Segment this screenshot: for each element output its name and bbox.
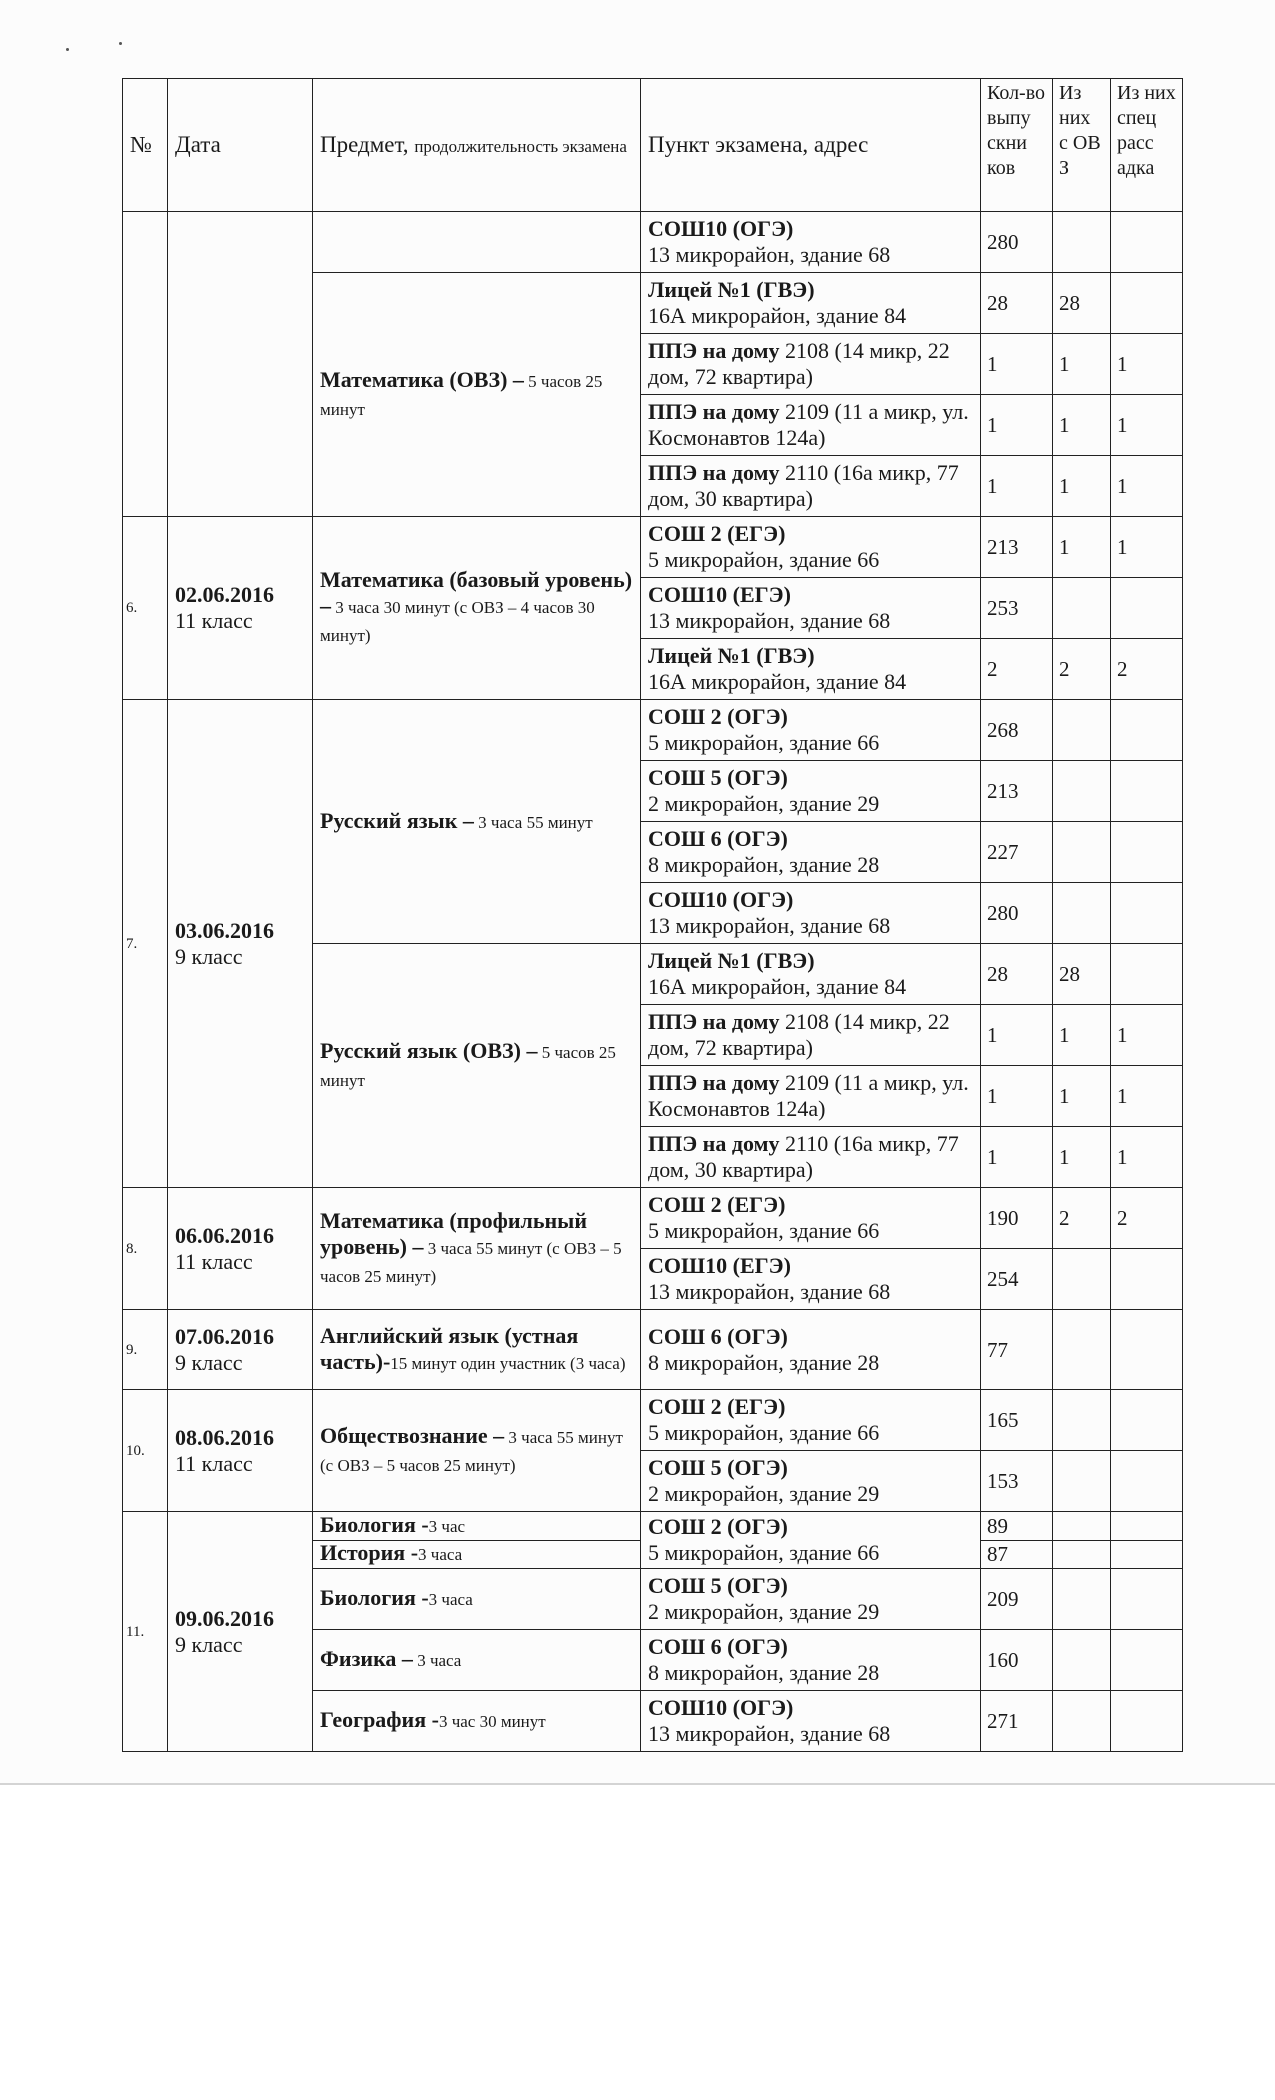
place-cell: [641, 1005, 981, 1066]
exam-class: 11 класс: [175, 608, 253, 633]
subject-title: Математика (профильный уровень) –: [320, 1207, 587, 1259]
special-count: 1: [1111, 456, 1183, 517]
ovz-count: 2: [1053, 639, 1111, 700]
place-cell: [641, 456, 981, 517]
special-count: 1: [1111, 1066, 1183, 1127]
date-cell: [168, 212, 313, 517]
ovz-count: 1: [1053, 1127, 1111, 1188]
place-cell: [641, 1390, 981, 1451]
subject-title: Биология -: [320, 1585, 429, 1610]
place-name: СОШ 2 (ОГЭ): [648, 704, 788, 729]
special-count: [1111, 1540, 1183, 1569]
place-cell: [641, 1188, 981, 1249]
place-name: ППЭ на дому: [648, 1009, 780, 1034]
place-name: СОШ 2 (ЕГЭ): [648, 521, 786, 546]
place-name: СОШ10 (ОГЭ): [648, 216, 794, 241]
place-cell: [641, 1630, 981, 1691]
header-subject-small: продолжительность экзамена: [414, 137, 627, 156]
ovz-count: [1053, 822, 1111, 883]
subject-duration: 15 минут один участник (3 часа): [390, 1353, 626, 1373]
subject-title: Английский язык (устная часть)-: [320, 1322, 579, 1374]
subject-duration: 3 час 30 минут: [438, 1712, 546, 1731]
place-cell: [641, 1249, 981, 1310]
ovz-count: 1: [1053, 395, 1111, 456]
graduates-count: 89: [981, 1512, 1053, 1541]
place-cell: [641, 1451, 981, 1512]
place-cell: [641, 944, 981, 1005]
date-cell: [168, 1390, 313, 1512]
table-row: [123, 1390, 1183, 1451]
place-cell: [641, 883, 981, 944]
place-cell: [641, 395, 981, 456]
subject-duration: 3 часа 55 минут (с ОВЗ – 5 часов 25 минут): [320, 1238, 622, 1286]
place-address: 13 микрорайон, здание 68: [648, 608, 891, 633]
graduates-count: 1: [981, 395, 1053, 456]
place-address: 16А микрорайон, здание 84: [648, 303, 907, 328]
header-special: Из них спец расс адка: [1111, 79, 1183, 212]
table-row: [123, 1188, 1183, 1249]
special-count: [1111, 1569, 1183, 1630]
special-count: [1111, 1630, 1183, 1691]
place-cell: [641, 1691, 981, 1752]
place-address: 2110 (16а микр, 77 дом, 30 квартира): [648, 1131, 959, 1182]
place-address: 13 микрорайон, здание 68: [648, 913, 891, 938]
graduates-count: 213: [981, 517, 1053, 578]
place-cell: [641, 1066, 981, 1127]
place-name: СОШ10 (ОГЭ): [648, 887, 794, 912]
subject-title: Математика (ОВЗ) –: [320, 366, 524, 392]
header-num: №: [123, 79, 168, 212]
header-subject: [313, 79, 641, 212]
place-cell: [641, 1310, 981, 1390]
exam-date: 08.06.2016: [175, 1424, 274, 1450]
ovz-count: [1053, 1512, 1111, 1541]
ovz-count: [1053, 1390, 1111, 1451]
ovz-count: [1053, 578, 1111, 639]
special-count: 1: [1111, 517, 1183, 578]
ovz-count: 1: [1053, 334, 1111, 395]
place-cell: [641, 1512, 981, 1569]
special-count: [1111, 1390, 1183, 1451]
subject-duration: 3 часа: [418, 1545, 463, 1565]
graduates-count: 190: [981, 1188, 1053, 1249]
subject-cell: [313, 1512, 641, 1541]
exam-schedule-table: [122, 78, 1183, 1752]
place-address: 13 микрорайон, здание 68: [648, 1279, 891, 1304]
row-num-cell: 7.: [123, 700, 168, 1188]
ovz-count: 1: [1053, 517, 1111, 578]
subject-title: История -: [320, 1540, 419, 1566]
special-count: [1111, 578, 1183, 639]
header-subject-main: Предмет,: [320, 132, 409, 157]
place-name: СОШ 2 (ЕГЭ): [648, 1394, 786, 1419]
special-count: [1111, 1691, 1183, 1752]
table-row: [123, 517, 1183, 578]
ovz-count: 1: [1053, 1005, 1111, 1066]
graduates-count: 87: [981, 1540, 1053, 1569]
date-cell: [168, 1188, 313, 1310]
place-name: ППЭ на дому: [648, 399, 780, 424]
ovz-count: [1053, 1540, 1111, 1569]
place-address: 13 микрорайон, здание 68: [648, 1721, 891, 1746]
subject-duration: 3 часа: [412, 1651, 462, 1670]
place-address: 8 микрорайон, здание 28: [648, 1660, 880, 1685]
exam-date: 09.06.2016: [175, 1605, 274, 1631]
subject-cell: [313, 1310, 641, 1390]
subject-title: Математика (базовый уровень) –: [320, 567, 633, 618]
date-cell: [168, 517, 313, 700]
ovz-count: [1053, 1569, 1111, 1630]
table-row: [123, 212, 1183, 273]
place-address: 2109 (11 а микр, ул. Космонавтов 124а): [648, 1070, 969, 1121]
special-count: [1111, 1249, 1183, 1310]
place-name: СОШ 5 (ОГЭ): [648, 765, 788, 790]
date-cell: [168, 700, 313, 1188]
exam-class: 9 класс: [175, 1631, 243, 1657]
place-name: Лицей №1 (ГВЭ): [648, 643, 815, 668]
subject-duration: 3 часа 30 минут (с ОВЗ – 4 часов 30 минут): [320, 598, 595, 645]
place-address: 2110 (16а микр, 77 дом, 30 квартира): [648, 460, 959, 511]
subject-cell: [313, 1540, 641, 1569]
subject-duration: 5 часов 25 минут: [320, 1042, 616, 1090]
place-cell: [641, 1569, 981, 1630]
special-count: [1111, 822, 1183, 883]
special-count: [1111, 1451, 1183, 1512]
graduates-count: 254: [981, 1249, 1053, 1310]
scan-speck: [66, 48, 69, 51]
special-count: [1111, 944, 1183, 1005]
subject-title: Обществознание –: [320, 1422, 505, 1448]
place-address: 2 микрорайон, здание 29: [648, 1599, 880, 1624]
place-cell: [641, 517, 981, 578]
graduates-count: 268: [981, 700, 1053, 761]
subject-duration: 3 часа 55 минут (с ОВЗ – 5 часов 25 минут): [320, 1427, 623, 1475]
graduates-count: 280: [981, 883, 1053, 944]
ovz-count: 28: [1053, 944, 1111, 1005]
place-address: 8 микрорайон, здание 28: [648, 1349, 880, 1375]
graduates-count: 1: [981, 1005, 1053, 1066]
place-address: 2109 (11 а микр, ул. Космонавтов 124а): [648, 399, 969, 450]
graduates-count: 1: [981, 456, 1053, 517]
header-graduates: Кол-во выпу скни ков: [981, 79, 1053, 212]
place-address: 2108 (14 микр, 22 дом, 72 квартира): [648, 338, 950, 389]
subject-cell: [313, 944, 641, 1188]
ovz-count: [1053, 1630, 1111, 1691]
place-name: СОШ 5 (ОГЭ): [648, 1455, 788, 1480]
graduates-count: 153: [981, 1451, 1053, 1512]
table-row: [123, 1512, 1183, 1541]
date-cell: [168, 1512, 313, 1752]
subject-cell-empty: [313, 212, 641, 273]
ovz-count: [1053, 1451, 1111, 1512]
special-count: [1111, 212, 1183, 273]
subject-cell: [313, 1630, 641, 1691]
special-count: 1: [1111, 334, 1183, 395]
special-count: [1111, 700, 1183, 761]
subject-duration: 3 часа: [428, 1590, 473, 1609]
place-name: СОШ 2 (ОГЭ): [648, 1514, 788, 1539]
row-num-cell: 8.: [123, 1188, 168, 1310]
place-address: 5 микрорайон, здание 66: [648, 1218, 880, 1243]
ovz-count: 1: [1053, 456, 1111, 517]
table-row: [123, 1310, 1183, 1390]
subject-cell: [313, 517, 641, 700]
place-name: СОШ10 (ЕГЭ): [648, 582, 791, 607]
place-address: 2 микрорайон, здание 29: [648, 791, 880, 816]
graduates-count: 280: [981, 212, 1053, 273]
place-cell: [641, 273, 981, 334]
header-ovz: Из них с ОВ З: [1053, 79, 1111, 212]
graduates-count: 1: [981, 334, 1053, 395]
special-count: 2: [1111, 1188, 1183, 1249]
place-cell: [641, 639, 981, 700]
special-count: 1: [1111, 1005, 1183, 1066]
place-cell: [641, 212, 981, 273]
ovz-count: [1053, 883, 1111, 944]
ovz-count: 1: [1053, 1066, 1111, 1127]
place-address: 16А микрорайон, здание 84: [648, 669, 907, 694]
header-date: Дата: [168, 79, 313, 212]
place-address: 16А микрорайон, здание 84: [648, 974, 907, 999]
subject-duration: 3 часа 55 минут: [473, 812, 593, 832]
graduates-count: 253: [981, 578, 1053, 639]
place-cell: [641, 700, 981, 761]
place-name: СОШ 6 (ОГЭ): [648, 1634, 788, 1659]
exam-class: 9 класс: [175, 943, 243, 969]
place-cell: [641, 822, 981, 883]
date-cell: [168, 1310, 313, 1390]
place-cell: [641, 1127, 981, 1188]
place-name: СОШ 6 (ОГЭ): [648, 826, 788, 851]
place-address: 2108 (14 микр, 22 дом, 72 квартира): [648, 1009, 950, 1060]
row-num-cell: 9.: [123, 1310, 168, 1390]
place-address: 5 микрорайон, здание 66: [648, 1540, 880, 1565]
subject-cell: [313, 1390, 641, 1512]
header-place: Пункт экзамена, адрес: [641, 79, 981, 212]
graduates-count: 213: [981, 761, 1053, 822]
subject-cell: [313, 1188, 641, 1310]
graduates-count: 28: [981, 944, 1053, 1005]
exam-class: 11 класс: [175, 1248, 253, 1274]
row-num-cell: 10.: [123, 1390, 168, 1512]
place-address: 5 микрорайон, здание 66: [648, 1420, 880, 1445]
subject-cell: [313, 1569, 641, 1630]
subject-title: Физика –: [320, 1646, 413, 1671]
place-name: СОШ 6 (ОГЭ): [648, 1323, 788, 1349]
subject-title: Биология -: [320, 1511, 429, 1537]
place-address: 5 микрорайон, здание 66: [648, 547, 880, 572]
graduates-count: 1: [981, 1066, 1053, 1127]
table-header-row: [123, 79, 1183, 212]
subject-cell: [313, 700, 641, 944]
place-name: СОШ 5 (ОГЭ): [648, 1573, 788, 1598]
subject-duration: 5 часов 25 минут: [320, 371, 603, 419]
place-cell: [641, 761, 981, 822]
place-name: СОШ10 (ОГЭ): [648, 1695, 794, 1720]
graduates-count: 2: [981, 639, 1053, 700]
special-count: [1111, 1310, 1183, 1390]
table-row: [123, 700, 1183, 761]
ovz-count: [1053, 1691, 1111, 1752]
row-num-cell: [123, 212, 168, 517]
ovz-count: 2: [1053, 1188, 1111, 1249]
graduates-count: 1: [981, 1127, 1053, 1188]
row-num-cell: 6.: [123, 517, 168, 700]
exam-date: 02.06.2016: [175, 582, 274, 607]
graduates-count: 165: [981, 1390, 1053, 1451]
ovz-count: [1053, 761, 1111, 822]
subject-title: Русский язык –: [320, 807, 474, 833]
special-count: 1: [1111, 395, 1183, 456]
subject-title: Русский язык (ОВЗ) –: [320, 1037, 538, 1063]
place-address: 13 микрорайон, здание 68: [648, 242, 891, 267]
place-name: ППЭ на дому: [648, 338, 780, 363]
subject-cell: [313, 1691, 641, 1752]
place-cell: [641, 578, 981, 639]
graduates-count: 160: [981, 1630, 1053, 1691]
special-count: [1111, 761, 1183, 822]
place-cell: [641, 334, 981, 395]
place-name: ППЭ на дому: [648, 1070, 780, 1095]
place-name: ППЭ на дому: [648, 460, 780, 485]
special-count: [1111, 883, 1183, 944]
graduates-count: 209: [981, 1569, 1053, 1630]
place-address: 8 микрорайон, здание 28: [648, 852, 880, 877]
graduates-count: 271: [981, 1691, 1053, 1752]
ovz-count: [1053, 212, 1111, 273]
special-count: 1: [1111, 1127, 1183, 1188]
subject-cell: [313, 273, 641, 517]
place-name: СОШ 2 (ЕГЭ): [648, 1192, 786, 1217]
place-name: Лицей №1 (ГВЭ): [648, 277, 815, 302]
place-name: СОШ10 (ЕГЭ): [648, 1253, 791, 1278]
ovz-count: [1053, 1249, 1111, 1310]
special-count: [1111, 273, 1183, 334]
place-name: ППЭ на дому: [648, 1131, 780, 1156]
subject-duration: 3 час: [428, 1516, 466, 1536]
special-count: [1111, 1512, 1183, 1541]
exam-date: 06.06.2016: [175, 1222, 274, 1248]
place-address: 5 микрорайон, здание 66: [648, 730, 880, 755]
exam-date: 03.06.2016: [175, 917, 274, 943]
row-num-cell: 11.: [123, 1512, 168, 1752]
subject-title: География -: [320, 1707, 439, 1732]
special-count: 2: [1111, 639, 1183, 700]
scan-speck: [119, 42, 122, 45]
graduates-count: 227: [981, 822, 1053, 883]
graduates-count: 77: [981, 1310, 1053, 1390]
exam-class: 11 класс: [175, 1450, 253, 1476]
ovz-count: 28: [1053, 273, 1111, 334]
ovz-count: [1053, 1310, 1111, 1390]
exam-date: 07.06.2016: [175, 1323, 274, 1349]
place-name: Лицей №1 (ГВЭ): [648, 948, 815, 973]
place-address: 2 микрорайон, здание 29: [648, 1481, 880, 1506]
exam-class: 9 класс: [175, 1349, 243, 1375]
graduates-count: 28: [981, 273, 1053, 334]
ovz-count: [1053, 700, 1111, 761]
